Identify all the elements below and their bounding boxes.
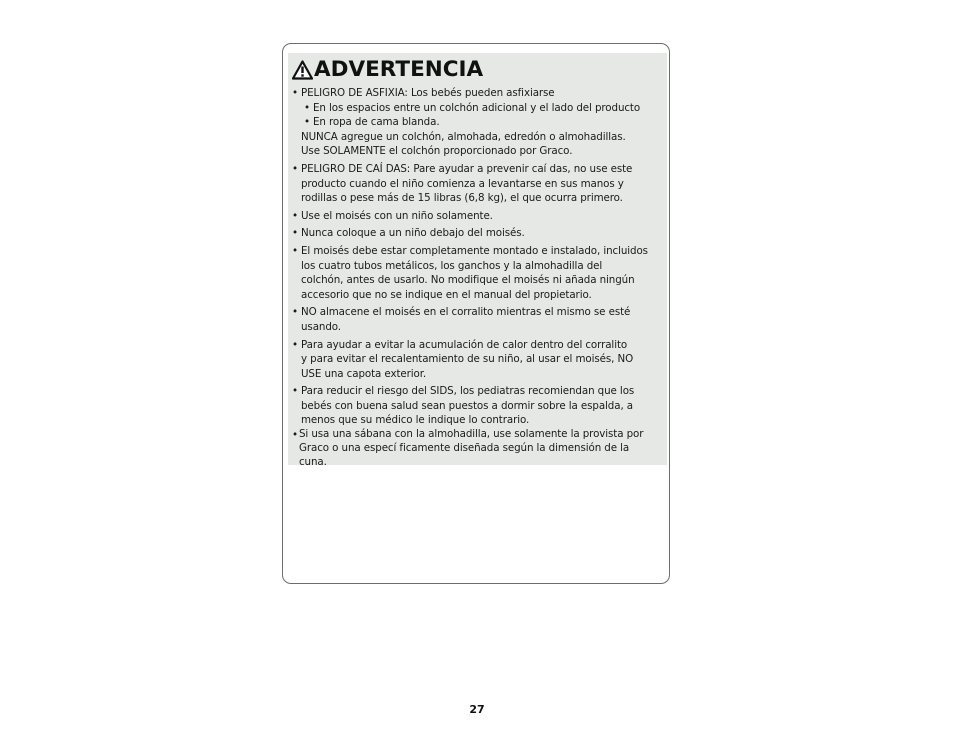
warning-item-line: cuna. — [299, 455, 327, 468]
bullet: • — [292, 338, 298, 351]
warning-item-line: y para evitar el recalentamiento de su niño, al usar el moisés, NO — [301, 353, 634, 366]
bullet: • — [292, 429, 298, 442]
bullet: • — [292, 306, 298, 319]
warning-item-line: accesorio que no se indique en el manual del propietario. — [301, 288, 592, 301]
warning-item-line: NUNCA agregue un colchón, almohada, edredón o almohadillas. — [301, 130, 626, 143]
warning-item-storage — [292, 305, 663, 334]
warning-item-text: PELIGRO DE ASFIXIA: Los bebés pueden asfixiarse — [301, 87, 555, 99]
bullet: • — [292, 385, 298, 398]
warning-item-line: Para ayudar a evitar la acumulación de calor dentro del corralito — [301, 338, 628, 351]
page-frame — [282, 43, 670, 584]
warning-item-line: bebés con buena salud sean puestos a dormir sobre la espalda, a — [301, 399, 633, 412]
warning-item-line: los cuatro tubos metálicos, los ganchos y la almohadilla del — [301, 259, 603, 272]
warning-item-never-under — [292, 226, 663, 241]
warning-item-line: Graco o una especí ficamente diseñada según la dimensión de la — [299, 441, 630, 454]
warning-item-line: Si usa una sábana con la almohadilla, use solamente la provista por — [299, 428, 644, 441]
page-number: 27 — [469, 703, 485, 716]
warning-item-line: Use SOLAMENTE el colchón proporcionado por Graco. — [301, 145, 573, 158]
warning-item-fall-hazard — [292, 162, 663, 206]
bullet: • — [292, 244, 298, 257]
warning-item-sids — [292, 384, 663, 428]
warning-triangle-icon — [292, 60, 313, 80]
warning-subitem: • En los espacios entre un colchón adicional y el lado del producto — [304, 101, 641, 114]
warning-item-line: Use el moisés con un niño solamente. — [301, 209, 493, 222]
bullet: • — [292, 227, 298, 240]
warning-item-line: colchón, antes de usarlo. No modifique el moisés ni añada ningún — [301, 274, 635, 287]
warning-item-line: PELIGRO DE CAÍ DAS: Pare ayudar a prevenir caí das, no use este — [301, 162, 633, 175]
warning-item-line: Para reducir el riesgo del SIDS, los pediatras recomiendan que los — [301, 385, 635, 398]
warning-item-line: Nunca coloque a un niño debajo del moisés. — [301, 227, 525, 240]
bullet: • — [292, 87, 298, 99]
warning-item-line: rodillas o pese más de 15 libras (6,8 kg), el que ocurra primero. — [301, 192, 623, 205]
warning-item-line: USE una capota exterior. — [301, 367, 427, 380]
warning-panel — [288, 53, 667, 468]
warning-item-line: producto cuando el niño comienza a levantarse en sus manos y — [301, 177, 624, 190]
warning-item-line: menos que su médico le indique lo contrario. — [301, 414, 530, 427]
warning-subitem: • En ropa de cama blanda. — [304, 116, 440, 129]
bullet: • — [292, 209, 298, 222]
warning-heading — [292, 55, 663, 85]
warning-item-sheet — [292, 428, 663, 469]
warning-item-heat — [292, 338, 663, 382]
warning-item-line: NO almacene el moisés en el corralito mientras el mismo se esté — [301, 306, 631, 319]
warning-item-one-child — [292, 209, 663, 224]
warning-item-line: El moisés debe estar completamente montado e instalado, incluidos — [301, 244, 648, 257]
warning-item-line: usando. — [301, 320, 341, 333]
bullet: • — [292, 162, 298, 175]
warning-title: ADVERTENCIA — [314, 57, 484, 83]
warning-item-assembly — [292, 244, 663, 302]
warning-item-suffocation — [292, 86, 663, 159]
